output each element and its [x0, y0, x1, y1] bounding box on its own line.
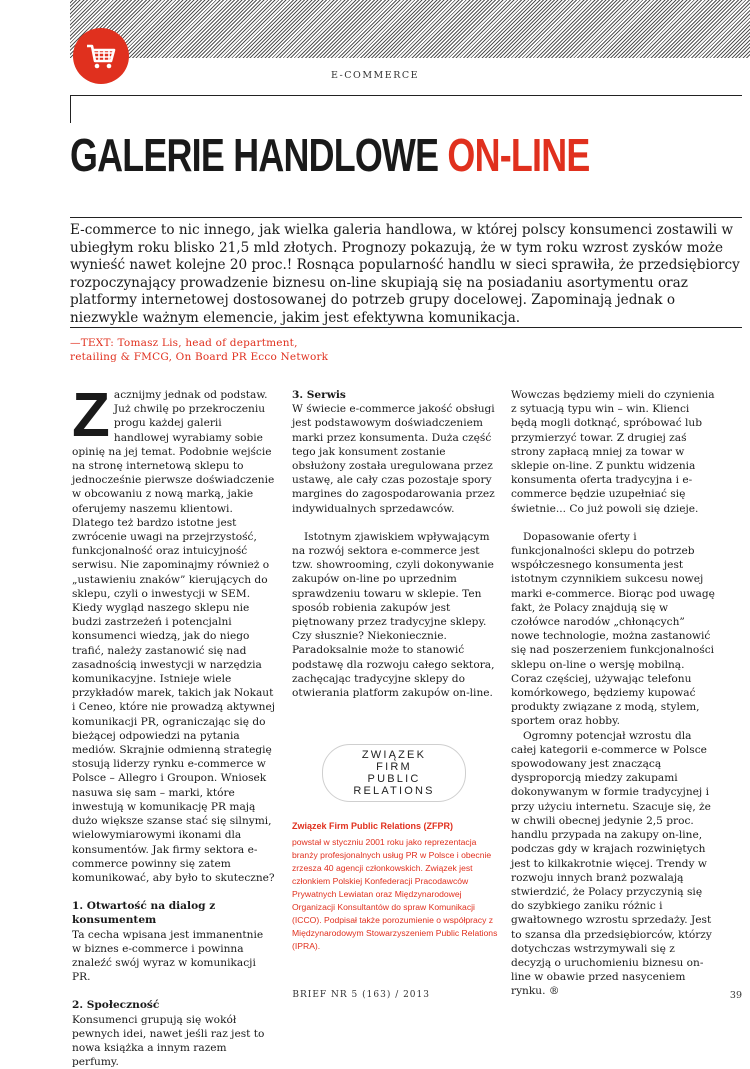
- drop-cap: Z: [72, 381, 110, 450]
- footer-issue: BRIEF NR 5 (163) / 2013: [292, 990, 430, 1000]
- divider-lead-top: [70, 217, 742, 218]
- divider-vertical: [70, 95, 71, 123]
- shopping-cart-icon: [85, 41, 117, 71]
- col3-paragraph-4: Ogromny potencjał wzrostu dla całej kategorii e-commerce w Polsce spowodowany jest znaczącą dysproporcją miedzy zakupami dokonywanym w formie tradycyjnej i przy użyciu internetu. Szacuje się, że w chwili obecnej jedynie 2,5 proc. handlu przypada na zakupy on-line, podczas gdy w krajach rozwiniętych jest to kilkakrotnie więcej. Trendy w rozwoju innych branż pozwalają stwierdzić, że Polacy przyczynią się do szybkiego zaniku różnic i gwałtownego wzrostu sprzedaży. Jest to szansa dla przedsiębiorców, którzy dotychczas wstrzymywali się z decyzją o uruchomieniu biznesu on-line w obawie przed nasyceniem rynku. ®: [511, 729, 712, 998]
- column-2: [292, 388, 497, 700]
- title-part-black: GALERIE HANDLOWE: [70, 129, 439, 181]
- lead-paragraph: E-commerce to nic innego, jak wielka galeria handlowa, w której polscy konsumenci zostawili w ubiegłym roku blisko 21,5 mld złotych. Prognozy pokazują, że w tym roku wzrost zysków może wynieść nawet kolejne 20 proc.! Rosnąca popularność handlu w sieci sprawiła, że przedsiębiorcy rozpoczynający prowadzenie biznesu on-line skupiają się na posiadaniu asortymentu oraz platformy internetowej dostosowanej do potrzeb grupy docelowej. Zapominają jednak o niezwykle ważnym elemencie, jakim jest efektywna komunikacja.: [70, 222, 740, 326]
- col3-paragraph-3: Coraz częściej, używając telefonu komórkowego, będziemy kupować produkty związane z modą, stylem, sportem oraz hobby.: [511, 672, 700, 728]
- divider-lead-bottom: [70, 327, 742, 328]
- col1-paragraph-3: Konsumenci grupują się wokół pewnych idei, nawet jeśli raz jest to nowa książka a innym razem perfumy.: [72, 1013, 265, 1069]
- zfpr-logo: [322, 744, 466, 802]
- logo-line-2: FIRM: [376, 761, 412, 773]
- col1-paragraph-2: Ta cecha wpisana jest immanentnie w biznes e-commerce i powinna znaleźć swój wyraz w komunikacji PR.: [72, 928, 264, 984]
- byline-line-2: retailing & FMCG, On Board PR Ecco Network: [70, 350, 329, 363]
- col2-paragraph-2: Istotnym zjawiskiem wpływającym na rozwój sektora e-commerce jest tzw. showrooming, czyli dokonywanie zakupów on-line po uprzednim sprawdzeniu towaru w sklepie. Ten sposób robienia zakupów jest piętnowany przez tradycyjne sklepy. Czy słusznie? Niekoniecznie. Paradoksalnie może to stanowić podstawę dla rozwoju całego sektora, zachęcając tradycyjne sklepy do otwierania platform zakupów on-line.: [292, 530, 495, 700]
- col2-paragraph-1: W świecie e-commerce jakość obsługi jest podstawowym doświadczeniem marki przez konsumenta. Duża część tego jak konsument zostanie obsłużony została uregulowana przez ustawę, ale cały czas pozostaje spory margines do zagospodarowania przez indywidualnych sprzedawców.: [292, 403, 495, 515]
- byline: [70, 337, 742, 364]
- subheading-2: 2. Społeczność: [72, 999, 160, 1012]
- section-label: E-COMMERCE: [330, 70, 420, 81]
- divider-top: [70, 95, 742, 96]
- logo-line-1: ZWIĄZEK: [361, 749, 427, 761]
- column-1: [72, 381, 276, 1069]
- subheading-3: 3. Serwis: [292, 389, 346, 401]
- logo-line-3: PUBLIC: [367, 773, 421, 785]
- column-3: [511, 388, 716, 999]
- note-text: powstał w styczniu 2001 roku jako reprezentacja branży profesjonalnych usług PR w Polsce i obecnie zrzesza 40 agencji członkowskich. Związek jest członkiem Polskiej Konfederacji Pracodawców Prywatnych Lewiatan oraz Międzynarodowej Organizacji Konsultantów do spraw Komunikacji (ICCO). Podpisał także porozumienie o współpracy z Międzynarodowym Stowarzyszeniem Public Relations (IPRA).: [292, 837, 498, 951]
- logo-line-4: RELATIONS: [353, 785, 435, 797]
- col3-paragraph-2: Dopasowanie oferty i funkcjonalności sklepu do potrzeb współczesnego konsumenta jest istotnym czynnikiem sukcesu nowej marki e-commerce. Biorąc pod uwagę fakt, że Polacy znajdują się w czołówce narodów „chłonących” nowe technologie, można zastanowić się nad poszerzeniem funkcjonalności sklepu on-line o wersję mobilną.: [511, 530, 715, 671]
- col3-paragraph-1: Wowczas będziemy mieli do czynienia z sytuacją typu win – win. Klienci będą mogli dotknąć, spróbować lub przymierzyć towar. Z drugiej zaś strony zapłacą mniej za towar w sklepie on-line. Z punktu widzenia konsumenta oferta tradycyjna i e-commerce będzie uzupełniać się świetnie... Co już powoli się dzieje.: [511, 389, 715, 515]
- title-part-red: ON-LINE: [447, 129, 590, 181]
- col1-paragraph-1: acznijmy jednak od podstaw. Już chwilę po przekroczeniu progu każdej galerii handlowej wyrabiamy sobie opinię na jej temat. Podobnie wejście na stronę internetową sklepu to jednocześnie pierwsze doświadczenie w obcowaniu z nową marką, jakie oferujemy naszemu klientowi. Dlatego też bardzo istotne jest zwrócenie uwagi na przejrzystość, funkcjonalność oraz intuicyjność serwisu. Nie zapominajmy również o „ustawieniu znaków” kierujących do sklepu, czyli o inwestycji w SEM. Kiedy wygląd naszego sklepu nie budzi zastrzeżeń i potencjalni konsumenci wiedzą, jak do niego trafić, należy zastanowić się nad zasadnością inwestycji w narzędzia komunikacyjne. Istnieje wiele przykładów marek, takich jak Nokaut i Ceneo, które nie prowadzą aktywnej komunikacji PR, ograniczając się do bieżącej odpowiedzi na pytania mediów. Skrajnie odmienną strategię stosują liderzy rynku e-commerce w Polsce – Allegro i Groupon. Wniosek nasuwa się sam – marki, które inwestują w komunikację PR mają dużo większe szanse stać się silnymi, wielowymiarowymi ikonami dla konsumentów. Jak firmy sektora e-commerce powinny się zatem komunikować, aby było to skuteczne?: [72, 389, 276, 884]
- subheading-1: 1. Otwartość na dialog z konsumentem: [72, 900, 216, 927]
- sidebar-note: [292, 820, 502, 953]
- header-margin: [0, 0, 70, 58]
- byline-line-1: —TEXT: Tomasz Lis, head of department,: [70, 337, 298, 349]
- page-number: 39: [729, 990, 742, 1001]
- note-title: Związek Firm Public Relations (ZFPR): [292, 821, 454, 831]
- page-title: [70, 128, 589, 182]
